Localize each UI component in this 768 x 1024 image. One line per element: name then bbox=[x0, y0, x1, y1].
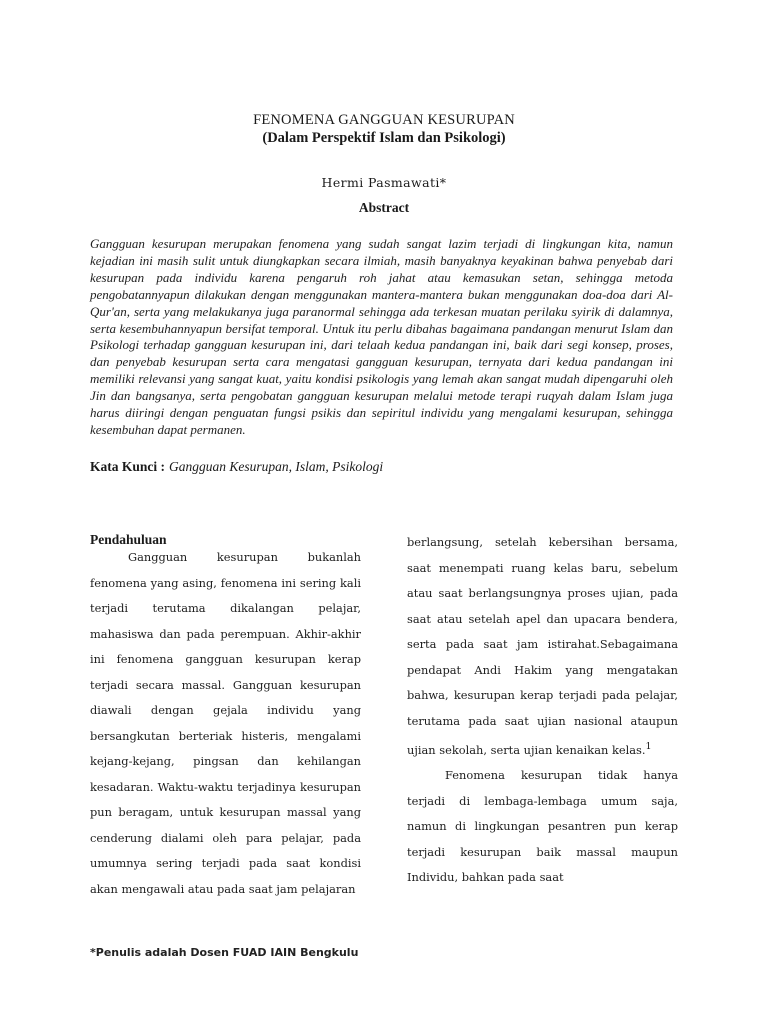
footnote-reference: 1 bbox=[645, 741, 652, 752]
right-column-paragraph-1-text: berlangsung, setelah kebersihan bersama, saat menempati ruang kelas baru, sebelum atau saat berlangsungnya proses ujian, pada saat atau setelah apel dan upacara bendera, serta pada saat jam istirahat.Sebagaimana pendapat Andi Hakim yang mengatakan bahwa, kesurupan kerap terjadi pada pelajar, terutama pada saat ujian nasional ataupun ujian sekolah, serta ujian kenaikan kelas. bbox=[407, 535, 678, 757]
right-column bbox=[407, 530, 678, 891]
author-footnote: *Penulis adalah Dosen FUAD IAIN Bengkulu bbox=[90, 946, 359, 959]
keywords-value: Gangguan Kesurupan, Islam, Psikologi bbox=[169, 459, 384, 474]
abstract-text: Gangguan kesurupan merupakan fenomena yang sudah sangat lazim terjadi di lingkungan kita, namun kejadian ini masih sulit untuk diungkapkan secara ilmiah, masih banyaknya keyakinan bahwa penyebab dari kesurupan pada individu karena pengaruh roh jahat atau kemasukan setan, sehingga metoda pengobatannyapun dilakukan dengan menggunakan mantera-mantera bukan menggunakan doa-doa dari Al-Qur'an, serta yang melakukanya juga paranormal sehingga ada terkesan muatan perilaku syirik di dalamnya, serta kesembuhannyapun bersifat temporal. Untuk itu perlu dibahas bagaimana pandangan menurut Islam dan Psikologi terhadap gangguan kesurupan ini, dari telaah kedua pandangan ini, baik dari segi konsep, proses, dan penyebab kesurupan serta cara mengatasi gangguan kesurupan, ternyata dari kedua pandangan ini memiliki relevansi yang sangat kuat, yaitu kondisi psikologis yang lemah akan sangat mudah dipengaruhi oleh Jin dan bangsanya, serta pengobatan gangguan kesurupan melalui metode terapi ruqyah dalam Islam juga harus diiringi dengan penguatan fungsi psikis dan sepiritul individu yang mengalami kesurupan, sehingga kesembuhan dapat permanen. bbox=[90, 236, 673, 437]
right-column-paragraph-2: Fenomena kesurupan tidak hanya terjadi di lembaga-lembaga umum saja, namun di lingkungan pesantren pun kerap terjadi kesurupan baik massal maupun Individu, bahkan pada saat bbox=[407, 768, 678, 885]
paper-subtitle: (Dalam Perspektif Islam dan Psikologi) bbox=[262, 130, 506, 146]
right-column-paragraph-1 bbox=[407, 530, 678, 763]
paper-title-block bbox=[0, 111, 768, 147]
author-name: Hermi Pasmawati* bbox=[321, 175, 447, 190]
paper-title: FENOMENA GANGGUAN KESURUPAN bbox=[253, 112, 515, 128]
section-heading-pendahuluan: Pendahuluan bbox=[90, 532, 167, 547]
keywords bbox=[90, 459, 673, 475]
left-column-paragraph: Gangguan kesurupan bukanlah fenomena yang asing, fenomena ini sering kali terjadi terutama dikalangan pelajar, mahasiswa dan pada perempuan. Akhir-akhir ini fenomena gangguan kesurupan kerap terjadi secara massal. Gangguan kesurupan diawali dengan gejala individu yang bersangkutan berteriak histeris, mengalami kejang-kejang, pingsan dan kehilangan kesadaran. Waktu-waktu terjadinya kesurupan pun beragam, untuk kesurupan massal yang cenderung dialami oleh para pelajar, pada umumnya sering terjadi pada saat kondisi akan mengawali atau pada saat jam pelajaran bbox=[90, 550, 361, 896]
abstract-heading: Abstract bbox=[358, 200, 410, 215]
keywords-label: Kata Kunci : bbox=[90, 459, 166, 474]
